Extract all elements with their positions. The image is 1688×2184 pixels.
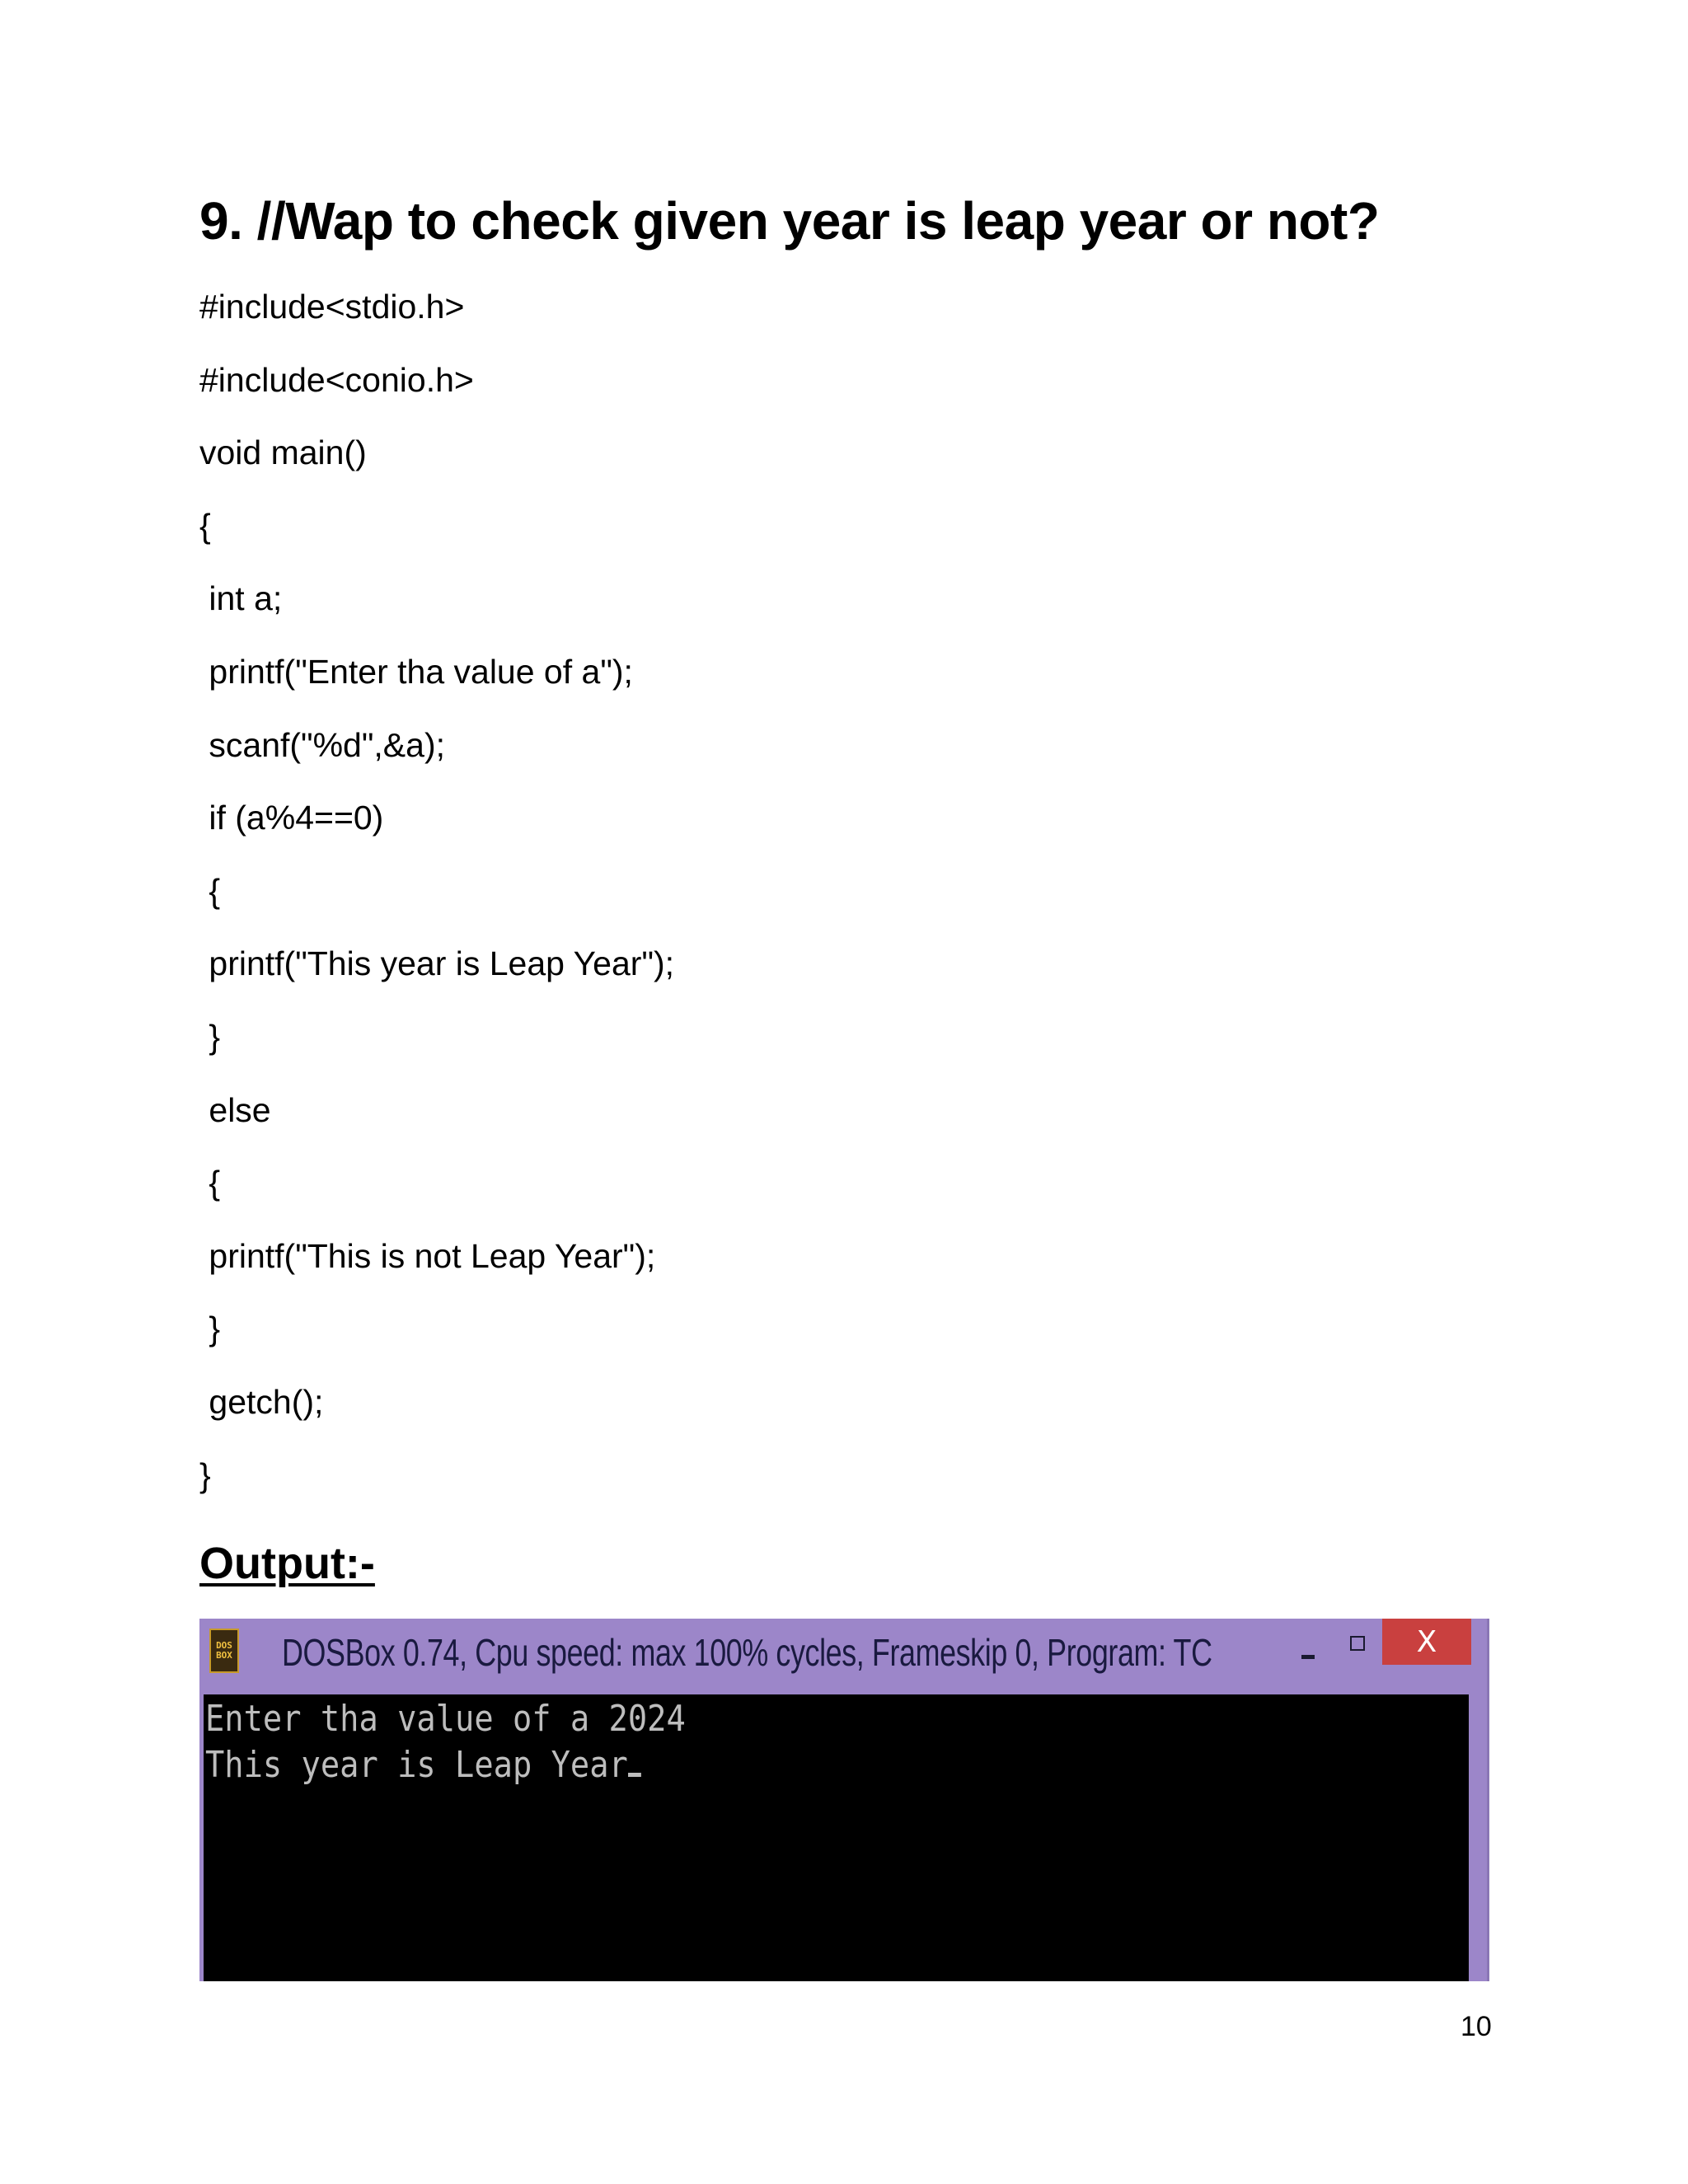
code-listing xyxy=(199,290,1518,1531)
dosbox-app-icon[interactable] xyxy=(209,1629,239,1673)
code-line: { xyxy=(199,506,211,545)
code-line: } xyxy=(199,1310,221,1348)
maximize-button[interactable] xyxy=(1341,1627,1374,1660)
icon-text-line: DOS xyxy=(216,1639,232,1651)
dosbox-window-screenshot xyxy=(199,1619,1489,1981)
code-line: void main() xyxy=(199,434,367,472)
code-line: int a; xyxy=(199,579,283,618)
code-line: if (a%4==0) xyxy=(199,799,384,837)
close-icon: X xyxy=(1416,1624,1437,1659)
dosbox-titlebar[interactable] xyxy=(199,1619,1487,1693)
output-label: Output:- xyxy=(199,1539,375,1588)
code-line: else xyxy=(199,1090,271,1129)
code-line: scanf("%d",&a); xyxy=(199,725,445,764)
code-line: getch(); xyxy=(199,1382,324,1421)
code-line: { xyxy=(199,871,221,910)
dosbox-terminal-screen[interactable] xyxy=(204,1694,1469,1981)
text-cursor xyxy=(628,1773,641,1777)
code-line: printf("This is not Leap Year"); xyxy=(199,1236,656,1275)
code-line: printf("This year is Leap Year"); xyxy=(199,944,675,983)
minimize-button[interactable] xyxy=(1292,1638,1325,1671)
code-line: #include<stdio.h> xyxy=(199,288,465,326)
code-line: { xyxy=(199,1164,221,1202)
terminal-line xyxy=(205,1744,641,1786)
code-line: printf("Enter tha value of a"); xyxy=(199,652,633,691)
minimize-icon xyxy=(1301,1655,1315,1659)
code-line: } xyxy=(199,1017,221,1056)
page-heading: 9. //Wap to check given year is leap year or not? xyxy=(199,191,1380,251)
close-button[interactable] xyxy=(1382,1619,1471,1665)
maximize-icon xyxy=(1350,1636,1365,1651)
page-number: 10 xyxy=(1461,2011,1492,2042)
icon-text-line: BOX xyxy=(216,1650,232,1661)
terminal-line xyxy=(205,1698,686,1740)
terminal-line-text: Enter tha value of a 2024 xyxy=(205,1698,686,1740)
code-line: #include<conio.h> xyxy=(199,360,474,399)
code-line: } xyxy=(199,1455,211,1494)
dosbox-window-title: DOSBox 0.74, Cpu speed: max 100% cycles, Frameskip 0, Program: TC xyxy=(282,1631,1212,1674)
terminal-line-text: This year is Leap Year xyxy=(205,1744,628,1786)
